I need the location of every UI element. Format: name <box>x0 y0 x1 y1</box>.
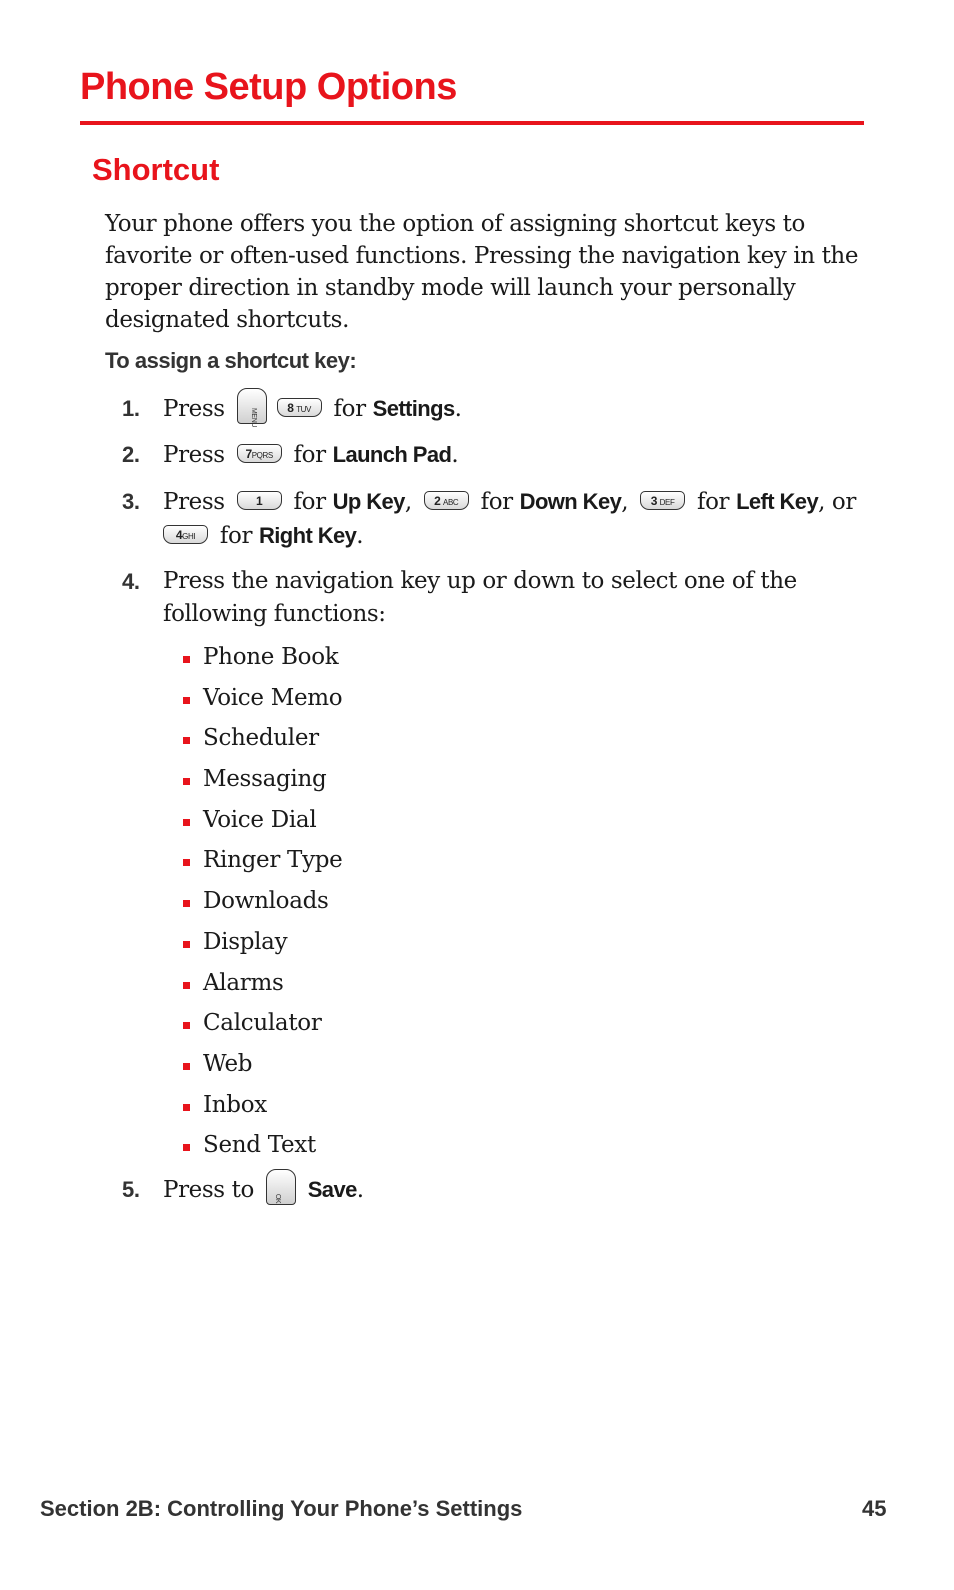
bullet-icon <box>183 1022 190 1029</box>
list-item: Web <box>182 1047 343 1088</box>
step-text: Press <box>163 442 225 468</box>
ok-key-icon: OK <box>266 1169 296 1205</box>
bullet-icon <box>183 697 190 704</box>
step-body <box>163 1173 863 1209</box>
step-body <box>163 438 863 472</box>
bullet-icon <box>183 656 190 663</box>
list-item: Inbox <box>182 1088 343 1129</box>
step-number: 5. <box>122 1177 140 1202</box>
list-item: Calculator <box>182 1006 343 1047</box>
step-punct: , <box>404 489 412 515</box>
list-item: Downloads <box>182 884 343 925</box>
bullet-icon <box>183 1104 190 1111</box>
step-text: Press <box>163 396 225 422</box>
bullet-icon <box>183 1063 190 1070</box>
step-text: for <box>293 489 326 515</box>
step-text: for <box>219 523 253 549</box>
step-number: 4. <box>122 569 140 594</box>
list-item: Messaging <box>182 762 343 803</box>
save-label: Save <box>307 1177 357 1202</box>
step-punct: . <box>356 523 364 549</box>
right-key-label: Right Key <box>259 523 357 548</box>
up-key-label: Up Key <box>332 489 405 514</box>
left-key-label: Left Key <box>736 489 819 514</box>
step-text: , or <box>818 489 856 515</box>
settings-label: Settings <box>372 396 455 421</box>
procedure-heading: To assign a shortcut key: <box>105 348 357 373</box>
step-text: Press to <box>163 1177 254 1203</box>
step-punct: . <box>356 1177 364 1203</box>
step-number: 1. <box>122 396 140 421</box>
2-key-icon: 2 ABC <box>424 491 469 510</box>
list-item: Send Text <box>182 1128 343 1169</box>
list-item: Phone Book <box>182 640 343 681</box>
step-body <box>163 392 863 428</box>
step-body <box>163 485 863 553</box>
step-text: for <box>333 396 366 422</box>
bullet-icon <box>183 1144 190 1151</box>
page-title: Phone Setup Options <box>80 66 457 108</box>
step-number: 2. <box>122 442 140 467</box>
footer-section-title: Section 2B: Controlling Your Phone’s Settings <box>40 1496 523 1521</box>
menu-key-icon: MENU <box>237 388 267 424</box>
4-key-icon: 4GHI <box>163 525 208 544</box>
7-key-icon: 7PQRS <box>237 444 282 463</box>
step-punct: . <box>451 442 459 468</box>
launch-pad-label: Launch Pad <box>332 442 452 467</box>
step-text: Press <box>163 489 225 515</box>
bullet-icon <box>183 941 190 948</box>
bullet-icon <box>183 737 190 744</box>
1-key-icon: 1 <box>237 491 282 510</box>
8-key-icon: 8 TUV <box>277 398 322 417</box>
list-item: Scheduler <box>182 721 343 762</box>
step-text: Press the navigation key up or down to select one of the following functions: <box>163 568 797 627</box>
bullet-icon <box>183 819 190 826</box>
down-key-label: Down Key <box>519 489 622 514</box>
list-item: Voice Dial <box>182 803 343 844</box>
step-text: for <box>293 442 326 468</box>
list-item: Display <box>182 925 343 966</box>
section-heading: Shortcut <box>92 152 220 187</box>
step-text: for <box>697 489 730 515</box>
list-item: Alarms <box>182 966 343 1007</box>
title-rule <box>80 121 864 125</box>
bullet-icon <box>183 778 190 785</box>
step-text: for <box>480 489 513 515</box>
bullet-icon <box>183 982 190 989</box>
bullet-icon <box>183 900 190 907</box>
step-number: 3. <box>122 489 140 514</box>
3-key-icon: 3 DEF <box>640 491 685 510</box>
intro-paragraph: Your phone offers you the option of assigning shortcut keys to favorite or often-used functions. Pressing the navigation key in the proper direction in standby mode will launch your personally designated shortcuts. <box>105 211 859 333</box>
page-number: 45 <box>862 1496 887 1521</box>
step-punct: . <box>454 396 462 422</box>
bullet-icon <box>183 859 190 866</box>
function-list <box>182 640 343 1169</box>
step-punct: , <box>621 489 629 515</box>
list-item: Voice Memo <box>182 681 343 722</box>
list-item: Ringer Type <box>182 843 343 884</box>
